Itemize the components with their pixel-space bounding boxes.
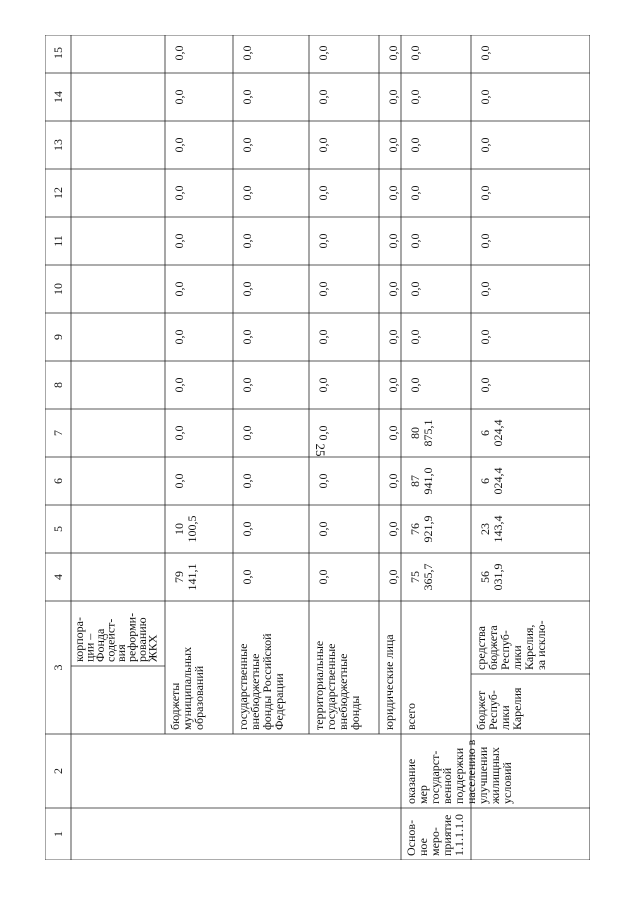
value-cell: 0,0 — [386, 521, 400, 537]
value-cell: 79141,1 — [172, 563, 199, 591]
value-cell: 0,0 — [386, 185, 400, 201]
rotated-table — [45, 35, 590, 860]
value-cell: 10100,5 — [172, 515, 199, 543]
value-cell: 0,0 — [316, 329, 330, 345]
value-cell: 0,0 — [478, 137, 492, 153]
value-cell: 0,0 — [386, 281, 400, 297]
value-cell: 0,0 — [240, 425, 254, 441]
value-cell: 0,0 — [172, 377, 186, 393]
value-cell: 0,0 — [408, 233, 422, 249]
value-cell: 0,0 — [408, 329, 422, 345]
funding-source-label: территориальныегосударственныевнебюджетныефонды — [312, 640, 362, 730]
main-event-number: Основ-ноемеро-приятие1.1.1.1.0 — [404, 814, 466, 856]
funding-source-label: всего — [404, 702, 418, 730]
value-cell: 0,0 — [240, 137, 254, 153]
value-cell: 0,0 — [316, 569, 330, 585]
main-event-name: оказаниемергосударст-веннойподдержкинаселению вулучшениижилищныхусловий — [404, 739, 514, 804]
value-cell: 0,0 — [408, 185, 422, 201]
value-cell: 0,0 — [408, 45, 422, 61]
page-number: 25 — [313, 443, 328, 457]
value-cell: 0,0 — [408, 137, 422, 153]
value-cell: 0,0 — [408, 281, 422, 297]
column-number-4: 4 — [51, 574, 65, 580]
value-cell: 0,0 — [316, 425, 330, 441]
value-cell: 0,0 — [240, 233, 254, 249]
column-number-2: 2 — [51, 768, 65, 774]
value-cell: 76921,9 — [408, 515, 435, 543]
value-cell: 0,0 — [386, 45, 400, 61]
value-cell: 0,0 — [478, 45, 492, 61]
column-number-12: 12 — [51, 187, 65, 199]
value-cell: 0,0 — [172, 89, 186, 105]
value-cell: 0,0 — [386, 233, 400, 249]
funding-source-label: бюджетРеспуб-ликиКарелия — [474, 687, 524, 730]
value-cell: 56031,9 — [478, 563, 505, 591]
value-cell: 0,0 — [316, 185, 330, 201]
funding-source-sublabel: корпора-ции –Фондасодейст-вияреформи-рованиюЖКХ — [72, 612, 160, 662]
column-number-8: 8 — [51, 382, 65, 388]
value-cell: 0,0 — [386, 425, 400, 441]
column-number-1: 1 — [51, 831, 65, 837]
value-cell: 0,0 — [408, 377, 422, 393]
value-cell: 0,0 — [240, 521, 254, 537]
value-cell: 0,0 — [478, 329, 492, 345]
value-cell: 0,0 — [386, 89, 400, 105]
value-cell: 0,0 — [316, 89, 330, 105]
value-cell: 0,0 — [316, 473, 330, 489]
value-cell: 0,0 — [240, 185, 254, 201]
column-number-11: 11 — [51, 235, 65, 247]
value-cell: 0,0 — [386, 137, 400, 153]
value-cell: 0,0 — [478, 281, 492, 297]
funding-source-sublabel: средствабюджетаРеспуб-ликиКарелия,за исклю- — [474, 620, 548, 670]
column-number-3: 3 — [51, 664, 65, 671]
value-cell: 0,0 — [316, 233, 330, 249]
value-cell: 0,0 — [172, 233, 186, 249]
value-cell: 0,0 — [316, 377, 330, 393]
value-cell: 0,0 — [478, 233, 492, 249]
column-number-5: 5 — [51, 526, 65, 532]
value-cell: 0,0 — [478, 377, 492, 393]
value-cell: 23143,4 — [478, 515, 505, 543]
value-cell: 0,0 — [240, 45, 254, 61]
value-cell: 0,0 — [172, 425, 186, 441]
value-cell: 6024,4 — [478, 467, 505, 495]
value-cell: 0,0 — [240, 569, 254, 585]
column-number-14: 14 — [51, 91, 65, 103]
value-cell: 0,0 — [478, 89, 492, 105]
value-cell: 0,0 — [172, 281, 186, 297]
value-cell: 0,0 — [316, 137, 330, 153]
budget-table — [45, 35, 590, 860]
value-cell: 0,0 — [240, 89, 254, 105]
value-cell: 0,0 — [316, 521, 330, 537]
value-cell: 0,0 — [386, 377, 400, 393]
column-number-7: 7 — [51, 430, 65, 436]
column-number-15: 15 — [51, 47, 65, 59]
value-cell: 0,0 — [240, 281, 254, 297]
value-cell: 87941,0 — [408, 467, 435, 495]
value-cell: 75365,7 — [408, 563, 435, 591]
value-cell: 0,0 — [478, 185, 492, 201]
value-cell: 0,0 — [316, 281, 330, 297]
value-cell: 0,0 — [316, 45, 330, 61]
value-cell: 0,0 — [172, 137, 186, 153]
value-cell: 80875,1 — [408, 419, 435, 447]
value-cell: 0,0 — [240, 377, 254, 393]
value-cell: 6024,4 — [478, 419, 505, 447]
value-cell: 0,0 — [408, 89, 422, 105]
value-cell: 0,0 — [386, 569, 400, 585]
column-number-9: 9 — [51, 334, 65, 340]
value-cell: 0,0 — [386, 473, 400, 489]
column-number-6: 6 — [51, 478, 65, 484]
funding-source-label: государственныевнебюджетныефонды РоссийскойФедерации — [236, 633, 286, 730]
funding-source-label: бюджетымуниципальныхобразований — [168, 646, 206, 730]
funding-source-label: юридические лица — [382, 634, 396, 730]
value-cell: 0,0 — [386, 329, 400, 345]
column-number-10: 10 — [51, 283, 65, 295]
value-cell: 0,0 — [172, 473, 186, 489]
column-number-13: 13 — [51, 139, 65, 151]
value-cell: 0,0 — [240, 329, 254, 345]
value-cell: 0,0 — [172, 185, 186, 201]
value-cell: 0,0 — [172, 329, 186, 345]
value-cell: 0,0 — [240, 473, 254, 489]
value-cell: 0,0 — [172, 45, 186, 61]
